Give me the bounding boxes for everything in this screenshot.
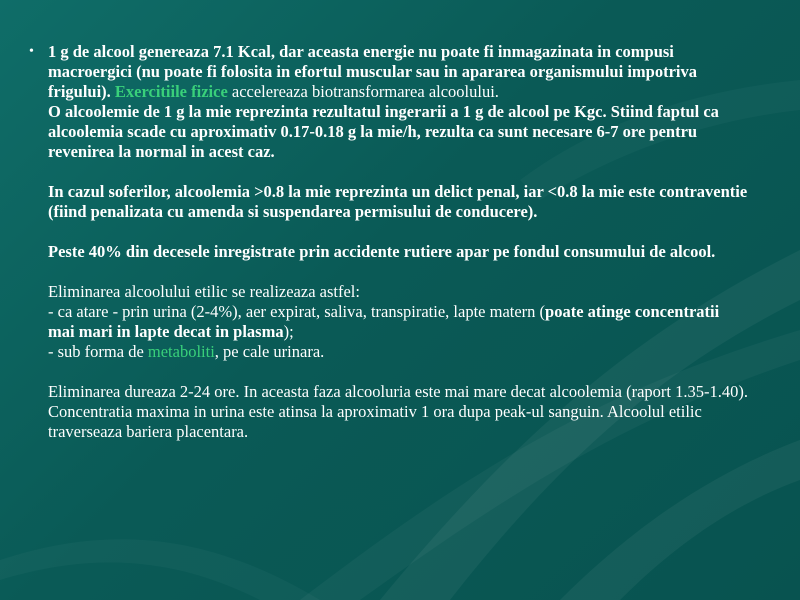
eliminare-ca-atare	[48, 302, 748, 342]
paragraph-durata: Eliminarea dureaza 2-24 ore. In aceasta faza alcooluria este mai mare decat alcoolemia (raport 1.35-1.40). Concentratia maxima in urina este atinsa la aproximativ 1 ora dupa peak-ul sanguin. Alcoolul etilic traverseaza bariera placentara.	[48, 382, 748, 441]
spacer	[48, 362, 748, 382]
bullet-marker: •	[29, 44, 34, 59]
biotransformation-text: accelereaza biotransformarea alcoolului.	[227, 82, 499, 101]
paragraph-alcoolemie: O alcoolemie de 1 g la mie reprezinta rezultatul ingerarii a 1 g de alcool pe Kgc. Stiind faptul ca alcoolemia scade cu aproximativ 0.17-0.18 g la mie/h, rezulta ca sunt necesare 6-7 ore pentru revenirea la normal in acest caz.	[48, 102, 719, 161]
eliminare-heading: Eliminarea alcoolului etilic se realizeaza astfel:	[48, 282, 360, 301]
spacer	[48, 222, 748, 242]
ca-atare-end: );	[283, 322, 294, 341]
spacer	[48, 262, 748, 282]
paragraph-soferi: In cazul soferilor, alcoolemia >0.8 la mie reprezinta un delict penal, iar <0.8 la mie este contraventie (fiind penalizata cu amenda si suspendarea permisului de conducere).	[48, 182, 748, 221]
highlight-exercitii: Exercitiile fizice	[114, 82, 228, 101]
lapte-note: poate atinge concentratii mai mari in lapte decat in plasma	[48, 302, 720, 341]
paragraph-energy	[48, 42, 748, 102]
metaboliti-prefix: - sub forma de	[48, 342, 148, 361]
paragraph-decese: Peste 40% din decesele inregistrate prin accidente rutiere apar pe fondul consumului de alcool.	[48, 242, 716, 261]
eliminare-metaboliti	[48, 342, 748, 362]
slide-body	[29, 42, 748, 442]
highlight-metaboliti: metaboliti	[147, 342, 215, 361]
ca-atare-text: - ca atare - prin urina (2-4%), aer expirat, saliva, transpiratie, lapte matern (	[48, 302, 546, 321]
spacer	[48, 162, 748, 182]
metaboliti-suffix: , pe cale urinara.	[214, 342, 325, 361]
energy-text: 1 g de alcool genereaza 7.1 Kcal, dar aceasta energie nu poate fi inmagazinata in compusi macroergici (nu poate fi folosita in efortul muscular sau in apararea organismului impotriva frigului).	[48, 42, 697, 101]
